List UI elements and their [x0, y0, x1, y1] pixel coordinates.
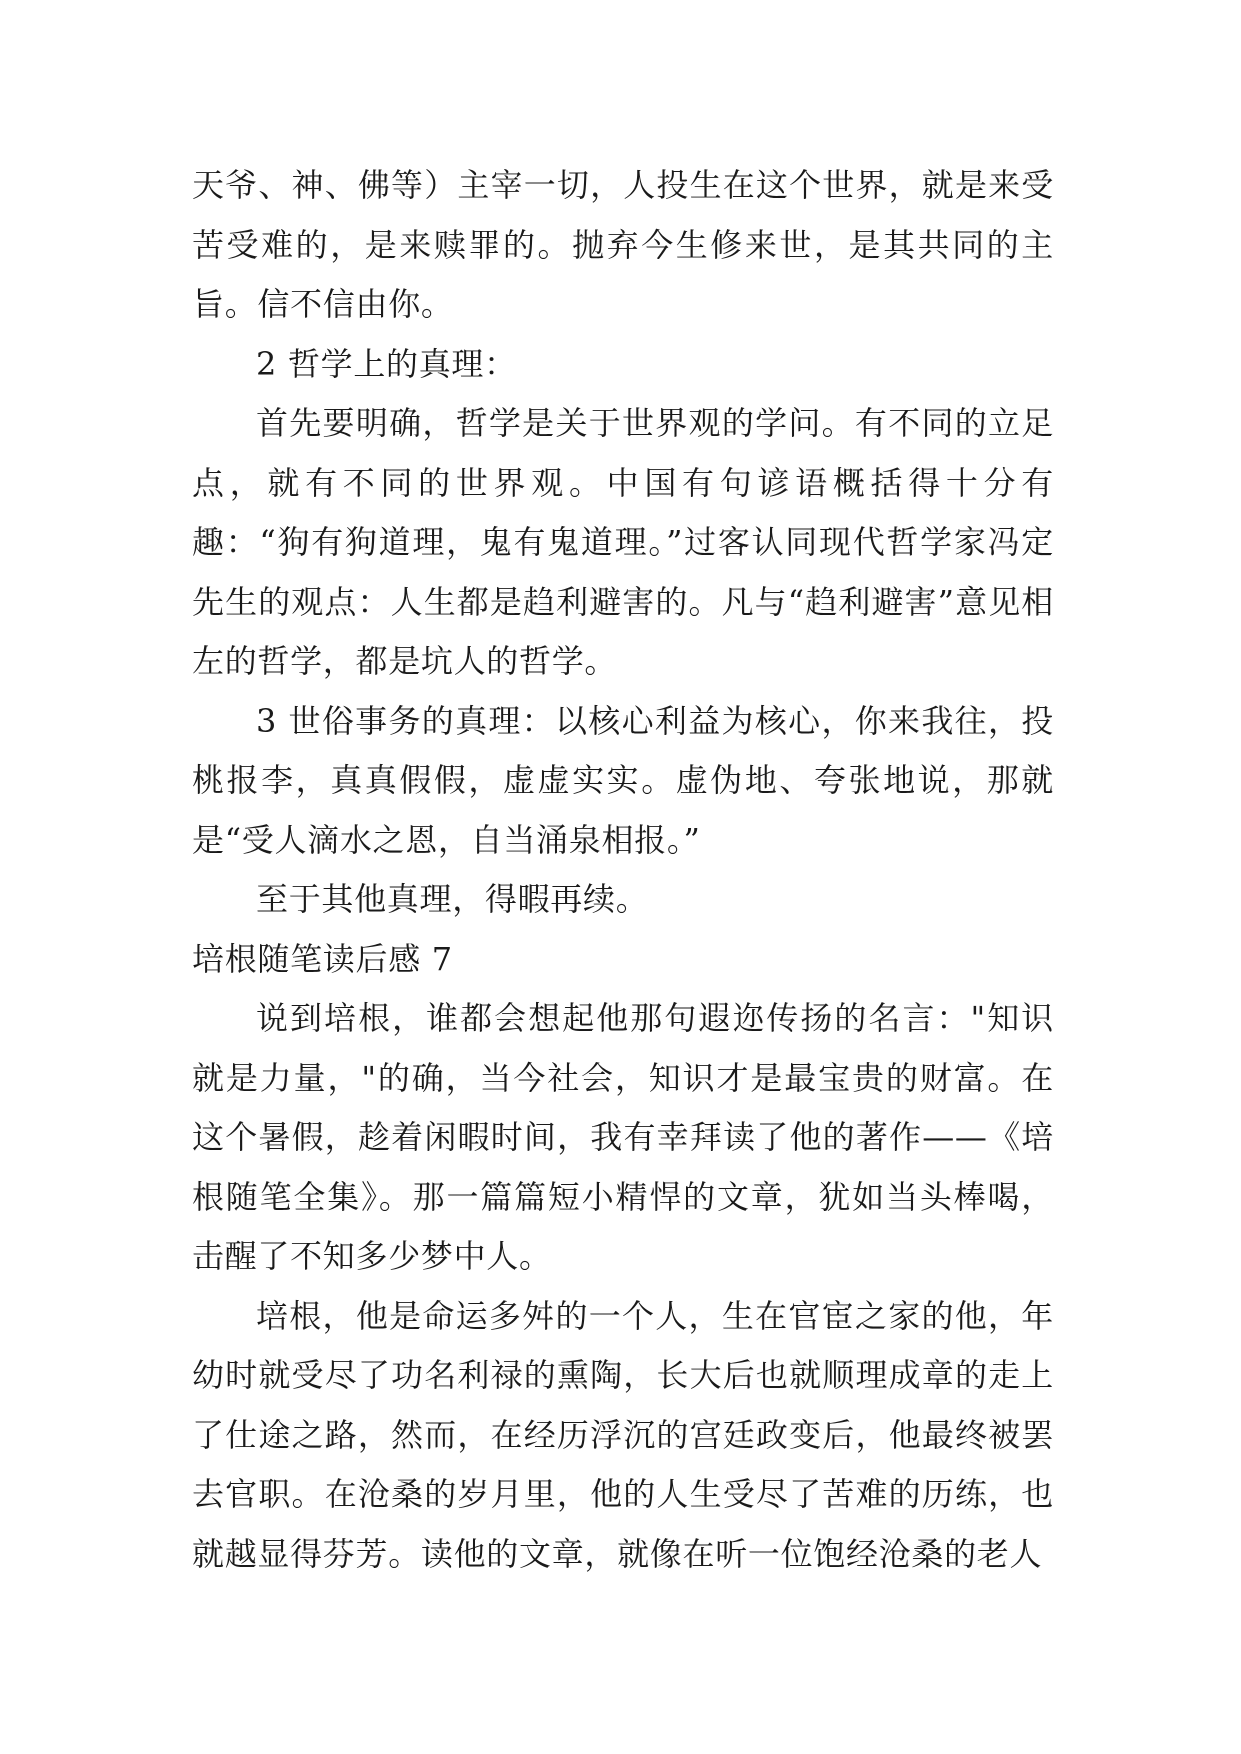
- paragraph-bacon-intro: 说到培根，谁都会想起他那句遐迩传扬的名言："知识就是力量，"的确，当今社会，知识才是最宝贵的财富。在这个暑假，趁着闲暇时间，我有幸拜读了他的著作——《培根随笔全集》。那一篇篇短小精悍的文章，犹如当头棒喝，击醒了不知多少梦中人。: [192, 999, 1054, 1275]
- paragraph-other-truths: 至于其他真理，得暇再续。: [256, 880, 649, 918]
- paragraph-worldly-truth: 3 世俗事务的真理：以核心利益为核心，你来我往，投桃报李，真真假假，虚虚实实。虚伪地、夸张地说，那就是“受人滴水之恩，自当涌泉相报。”: [192, 701, 1054, 859]
- paragraph-philosophy-heading: 2 哲学上的真理：: [256, 344, 517, 383]
- section-title: 培根随笔读后感 7: [192, 939, 453, 978]
- paragraph-philosophy-body: 首先要明确，哲学是关于世界观的学问。有不同的立足点，就有不同的世界观。中国有句谚语概括得十分有趣：“狗有狗道理，鬼有鬼道理。”过客认同现代哲学家冯定先生的观点：人生都是趋利避害的。凡与“趋利避害”意见相左的哲学，都是坑人的哲学。: [192, 404, 1054, 680]
- paragraph-continuation: 天爷、神、佛等）主宰一切，人投生在这个世界，就是来受苦受难的，是来赎罪的。抛弃今生修来世，是其共同的主旨。信不信由你。: [192, 166, 1054, 323]
- document-body: [192, 156, 1054, 1584]
- paragraph-bacon-life: 培根，他是命运多舛的一个人，生在官宦之家的他，年幼时就受尽了功名利禄的熏陶，长大后也就顺理成章的走上了仕途之路，然而，在经历浮沉的宫廷政变后，他最终被罢去官职。在沧桑的岁月里，他的人生受尽了苦难的历练，也就越显得芬芳。读他的文章，就像在听一位饱经沧桑的老人: [192, 1296, 1054, 1573]
